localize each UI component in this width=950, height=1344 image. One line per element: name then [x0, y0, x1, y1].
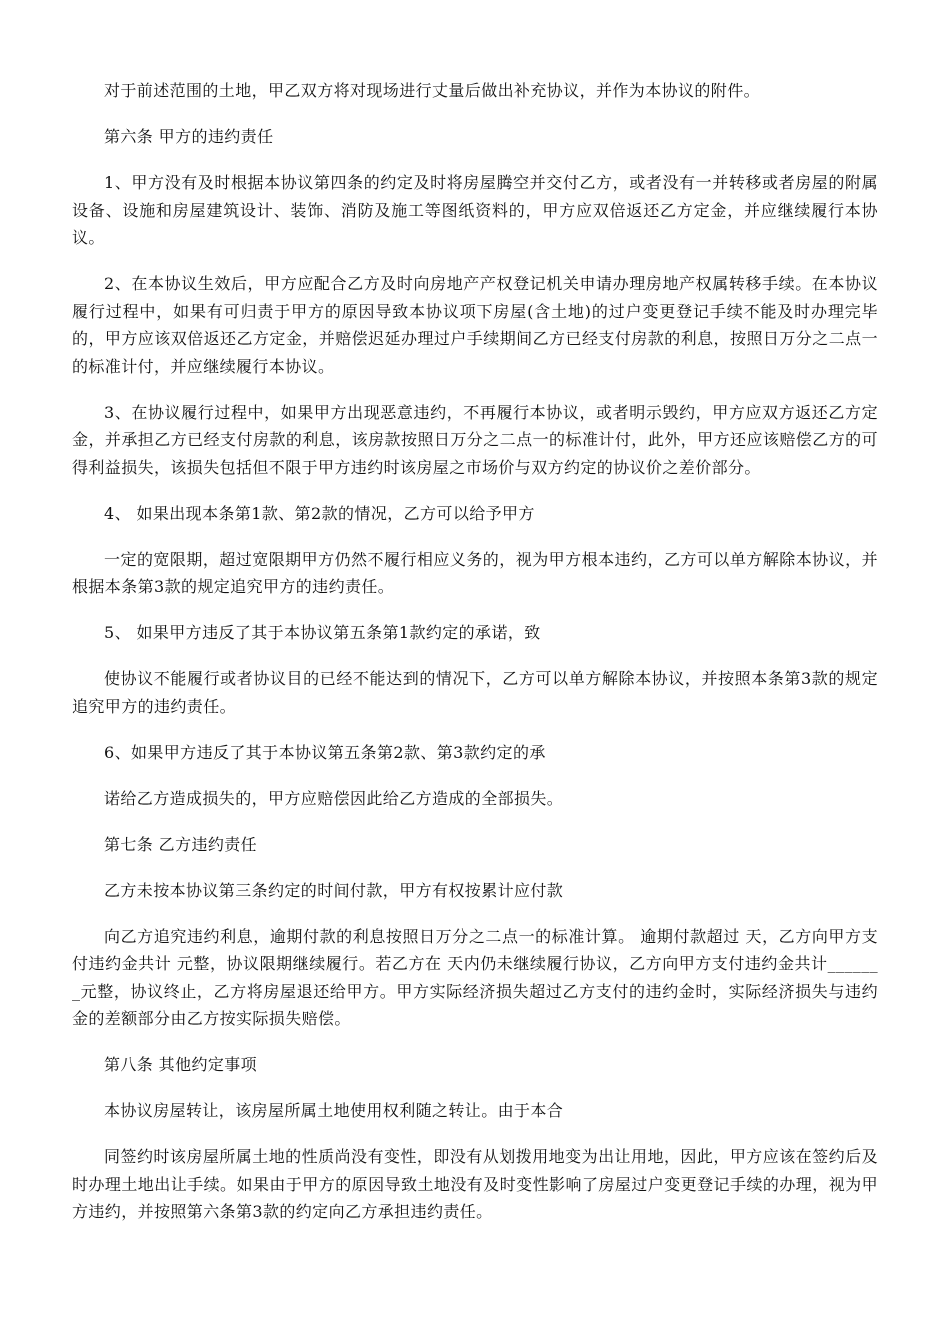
- paragraph-land-supplement: 对于前述范围的土地，甲乙双方将对现场进行丈量后做出补充协议，并作为本协议的附件。: [104, 81, 761, 100]
- paragraph-6-2: 2、在本协议生效后，甲方应配合乙方及时向房地产产权登记机关申请办理房地产权属转移手续。在本协议履行过程中，如果有可归责于甲方的原因导致本协议项下房屋(含土地)的过户变更登记手续不能及时办理完毕的，甲方应该双倍返还乙方定金，并赔偿迟延办理过户手续期间乙方已经支付房款的利息，按照日万分之二点一的标准计付，并应继续履行本协议。: [72, 274, 878, 376]
- paragraph-7-b: 向乙方追究违约利息，逾期付款的利息按照日万分之二点一的标准计算。 逾期付款超过 天，乙方向甲方支付违约金共计 元整，协议限期继续履行。若乙方在 天内仍未继续履行协议，乙方向甲方支付违约金共计_______元整，协议终止，乙方将房屋退还给甲方。甲方实际经济损失超过乙方支付的违约金时，实际经济损失与违约金的差额部分由乙方按实际损失赔偿。: [72, 926, 878, 1028]
- paragraph-8-b: 同签约时该房屋所属土地的性质尚没有变性，即没有从划拨用地变为出让用地，因此，甲方应该在签约后及时办理土地出让手续。如果由于甲方的原因导致土地没有及时变性影响了房屋过户变更登记手续的办理，视为甲方违约，并按照第六条第3款的约定向乙方承担违约责任。: [72, 1147, 878, 1221]
- heading-article-8: 第八条 其他约定事项: [104, 1055, 258, 1074]
- paragraph-6-6b: 诺给乙方造成损失的，甲方应赔偿因此给乙方造成的全部损失。: [104, 788, 564, 808]
- paragraph-6-5a: 5、 如果甲方违反了其于本协议第五条第1款约定的承诺，致: [104, 623, 541, 642]
- paragraph-6-4a: 4、 如果出现本条第1款、第2款的情况，乙方可以给予甲方: [104, 503, 535, 523]
- paragraph-6-6a: 6、如果甲方违反了其于本协议第五条第2款、第3款约定的承: [104, 742, 546, 762]
- paragraph-6-3: 3、在协议履行过程中，如果甲方出现恶意违约，不再履行本协议，或者明示毁约，甲方应双方返还乙方定金，并承担乙方已经支付房款的利息，该房款按照日万分之二点一的标准计付，此外，甲方还应该赔偿乙方的可得利益损失，该损失包括但不限于甲方违约时该房屋之市场价与双方约定的协议价之差价部分。: [72, 402, 878, 477]
- paragraph-6-1: 1、甲方没有及时根据本协议第四条的约定及时将房屋腾空并交付乙方，或者没有一并转移或者房屋的附属设备、设施和房屋建筑设计、装饰、消防及施工等图纸资料的，甲方应双倍返还乙方定金，并应继续履行本协议。: [72, 173, 878, 247]
- heading-article-6: 第六条 甲方的违约责任: [104, 127, 274, 146]
- paragraph-7-a: 乙方未按本协议第三条约定的时间付款，甲方有权按累计应付款: [104, 880, 564, 900]
- paragraph-8-a: 本协议房屋转让，该房屋所属土地使用权利随之转让。由于本合: [104, 1101, 564, 1120]
- heading-article-7: 第七条 乙方违约责任: [104, 834, 258, 854]
- paragraph-6-4b: 一定的宽限期，超过宽限期甲方仍然不履行相应义务的，视为甲方根本违约，乙方可以单方解除本协议，并根据本条第3款的规定追究甲方的违约责任。: [72, 549, 878, 596]
- paragraph-6-5b: 使协议不能履行或者协议目的已经不能达到的情况下，乙方可以单方解除本协议，并按照本条第3款的规定追究甲方的违约责任。: [72, 669, 878, 716]
